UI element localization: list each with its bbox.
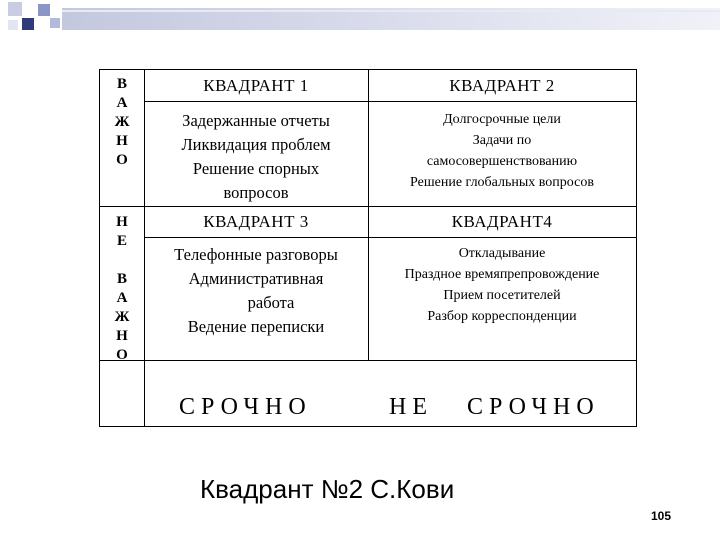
axis-label-not-urgent: СРОЧНО (467, 394, 600, 420)
deco-square-dark (22, 18, 34, 30)
list-item: Откладывание (458, 246, 546, 261)
list-item: Решение спорных (192, 159, 320, 178)
row-divider-4 (100, 360, 636, 361)
side-label-important: В А Ж Н О (114, 76, 130, 168)
slide-caption: Квадрант №2 С.Кови (200, 474, 455, 504)
row-divider-2 (100, 206, 636, 207)
quadrant-2-items (368, 109, 636, 193)
axis-label-not: НЕ (389, 394, 433, 420)
priority-matrix-table (99, 69, 637, 427)
list-item: Административная (188, 269, 324, 288)
quadrant-4-items (368, 243, 636, 327)
list-item: вопросов (223, 183, 289, 202)
list-item: самосовершенствованию (426, 154, 578, 169)
list-item: работа (247, 293, 295, 312)
header-stripe (62, 10, 720, 12)
list-item: Праздное времяпрепровождение (404, 267, 600, 282)
quadrant-3-title: КВАДРАНТ 3 (203, 212, 309, 231)
list-item: Прием посетителей (443, 288, 561, 303)
quadrant-3-items (144, 243, 368, 339)
quadrant-1-title: КВАДРАНТ 1 (203, 76, 309, 95)
side-label-not-important: Н Е В А Ж Н О (114, 214, 130, 363)
list-item: Задержанные отчеты (182, 111, 330, 130)
quadrant-2-title: КВАДРАНТ 2 (449, 76, 555, 95)
deco-square-mid (38, 4, 50, 16)
list-item: Ликвидация проблем (181, 135, 331, 154)
axis-label-urgent: СРОЧНО (179, 394, 312, 420)
list-item: Разбор корреспонденции (427, 309, 577, 324)
list-item: Ведение переписки (187, 317, 325, 336)
list-item: Телефонные разговоры (174, 245, 338, 264)
deco-square-light (8, 2, 22, 16)
list-item: Долгосрочные цели (443, 112, 561, 127)
row-divider-1 (144, 101, 636, 102)
list-item: Решение глобальных вопросов (410, 175, 594, 190)
deco-square-light-2 (8, 20, 18, 30)
row-divider-3 (144, 237, 636, 238)
deco-square-mid-2 (50, 18, 60, 28)
quadrant-4-title: КВАДРАНТ4 (451, 212, 553, 231)
page-number: 105 (651, 509, 672, 523)
quadrant-1-items (144, 109, 368, 205)
list-item: Задачи по (472, 133, 532, 148)
